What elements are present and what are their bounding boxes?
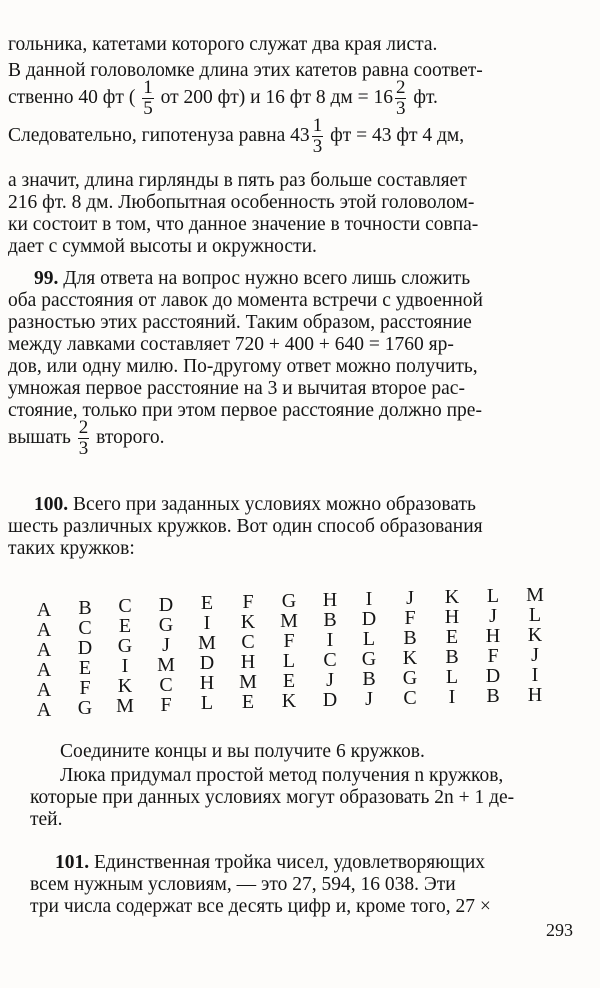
table-letter: J — [326, 669, 334, 691]
table-letter: I — [326, 629, 334, 651]
text-line: таких кружков: — [8, 538, 135, 559]
text-line: Люка придумал простой метод получения n кружков, — [60, 765, 504, 786]
table-letter: C — [323, 649, 337, 671]
table-letter: G — [77, 697, 93, 719]
table-letter: F — [487, 645, 499, 667]
table-letter: A — [36, 599, 52, 621]
table-letter: I — [448, 686, 456, 708]
text-line: гольника, катетами которого служат два края листа. — [8, 34, 438, 55]
table-letter: B — [403, 627, 417, 649]
table-letter: L — [282, 650, 296, 672]
letter-column — [113, 596, 137, 716]
table-letter: J — [162, 634, 170, 656]
letter-column — [32, 600, 56, 720]
letter-column — [154, 595, 178, 715]
table-letter: C — [78, 617, 92, 639]
text-line: оба расстояния от лавок до момента встречи с удвоенной — [8, 290, 483, 311]
table-letter: L — [362, 628, 376, 650]
table-letter: L — [200, 692, 214, 714]
table-letter: H — [527, 684, 543, 706]
table-letter: D — [322, 689, 338, 711]
letter-column — [398, 588, 422, 708]
table-letter: A — [36, 659, 52, 681]
table-letter: K — [402, 647, 418, 669]
table-letter: H — [240, 651, 256, 673]
text-line: В данной головоломке длина этих катетов равна соответ- — [8, 60, 483, 81]
table-letter: M — [280, 610, 298, 632]
text-line: всем нужным условиям, — это 27, 594, 16 038. Эти — [30, 874, 456, 895]
letter-column — [236, 592, 260, 712]
table-letter: H — [199, 672, 215, 694]
table-letter: E — [445, 626, 459, 648]
table-letter: M — [157, 654, 175, 676]
table-letter: J — [531, 644, 539, 666]
table-letter: F — [79, 677, 91, 699]
table-letter: J — [406, 587, 414, 609]
letter-column — [318, 590, 342, 710]
table-letter: G — [281, 590, 297, 612]
table-letter: H — [485, 625, 501, 647]
table-letter: L — [528, 604, 542, 626]
table-letter: G — [117, 635, 133, 657]
table-letter: D — [77, 637, 93, 659]
table-letter: F — [242, 591, 254, 613]
table-letter: C — [159, 674, 173, 696]
text-line: дов, или одну милю. По-другому ответ можно получить, — [8, 356, 478, 377]
text-line: которые при данных условиях могут образовать 2n + 1 де- — [30, 787, 515, 808]
table-letter: A — [36, 619, 52, 641]
letter-column — [73, 598, 97, 718]
table-letter: M — [116, 695, 134, 717]
text-line-with-fractions: Следовательно, гипотенуза равна 43 $\frac{1}{3}$ фт = 43 фт 4 дм, — [8, 115, 465, 157]
text-line: умножая первое расстояние на 3 и вычитая второе рас- — [8, 378, 465, 399]
answer-100-first-line: 100. Всего при заданных условиях можно образовать — [34, 494, 476, 515]
table-letter: E — [118, 615, 132, 637]
answer-99-first-line: 99. Для ответа на вопрос нужно всего лишь сложить — [34, 268, 471, 289]
text-line: тей. — [30, 809, 63, 830]
table-letter: L — [486, 585, 500, 607]
fraction: $\frac{2}{3}$ — [78, 417, 89, 459]
table-letter: K — [117, 675, 133, 697]
letter-column — [523, 585, 547, 705]
text-line: шесть различных кружков. Вот один способ образования — [8, 516, 483, 537]
answer-number: 99. — [34, 268, 59, 289]
page-number: 293 — [546, 920, 573, 940]
table-letter: B — [362, 668, 376, 690]
text-line: стояние, только при этом первое расстояние должно пре- — [8, 400, 482, 421]
text-line: 216 фт. 8 дм. Любопытная особенность этой головолом- — [8, 192, 475, 213]
table-letter: M — [526, 584, 544, 606]
table-letter: B — [445, 646, 459, 668]
answer-101-first-line: 101. Единственная тройка чисел, удовлетворяющих — [55, 852, 486, 873]
table-letter: E — [241, 691, 255, 713]
table-letter: E — [200, 592, 214, 614]
table-letter: F — [404, 607, 416, 629]
text-line: ки состоит в том, что данное значение в точности совпа- — [8, 214, 479, 235]
table-letter: K — [240, 611, 256, 633]
table-letter: K — [281, 690, 297, 712]
fraction: $\frac{1}{3}$ — [312, 115, 323, 157]
table-letter: D — [158, 594, 174, 616]
table-letter: K — [527, 624, 543, 646]
text-line: дает с суммой высоты и окружности. — [8, 236, 317, 257]
table-letter: G — [158, 614, 174, 636]
answer-number: 101. — [55, 852, 90, 873]
table-letter: J — [489, 605, 497, 627]
table-letter: I — [365, 588, 373, 610]
table-letter: F — [283, 630, 295, 652]
letter-column — [481, 586, 505, 706]
table-letter: B — [78, 597, 92, 619]
table-letter: D — [361, 608, 377, 630]
table-letter: H — [322, 589, 338, 611]
table-letter: F — [160, 694, 172, 716]
text-line: разностью этих расстояний. Таким образом, расстояние — [8, 312, 472, 333]
fraction: $\frac{2}{3}$ — [395, 77, 406, 119]
table-letter: D — [485, 665, 501, 687]
table-letter: M — [198, 632, 216, 654]
table-letter: I — [121, 655, 129, 677]
table-letter: H — [444, 606, 460, 628]
text-line: Соедините концы и вы получите 6 кружков. — [60, 741, 425, 762]
table-letter: C — [403, 687, 417, 709]
table-letter: J — [365, 688, 373, 710]
text-line-with-fractions: ственно 40 фт ( $\frac{1}{5}$ от 200 фт) и 16 фт 8 дм = 16 $\frac{2}{3}$ фт. — [8, 77, 438, 119]
table-letter: B — [323, 609, 337, 631]
table-letter: A — [36, 639, 52, 661]
text-line: а значит, длина гирлянды в пять раз больше составляет — [8, 170, 467, 191]
text-line-with-fraction: вышать $\frac{2}{3}$ второго. — [8, 417, 165, 459]
table-letter: K — [444, 586, 460, 608]
letter-column — [277, 591, 301, 711]
answer-number: 100. — [34, 494, 69, 515]
table-letter: A — [36, 699, 52, 721]
text-line: три числа содержат все десять цифр и, кроме того, 27 × — [30, 896, 491, 917]
table-letter: G — [361, 648, 377, 670]
text-line: между лавками составляет 720 + 400 + 640 = 1760 яр- — [8, 334, 454, 355]
table-letter: C — [241, 631, 255, 653]
table-letter: D — [199, 652, 215, 674]
table-letter: E — [78, 657, 92, 679]
table-letter: G — [402, 667, 418, 689]
table-letter: M — [239, 671, 257, 693]
letter-column — [195, 593, 219, 713]
table-letter: L — [445, 666, 459, 688]
table-letter: C — [118, 595, 132, 617]
table-letter: B — [486, 685, 500, 707]
letter-column — [440, 587, 464, 707]
table-letter: A — [36, 679, 52, 701]
table-letter: I — [531, 664, 539, 686]
fraction: $\frac{1}{5}$ — [143, 77, 153, 119]
table-letter: I — [203, 612, 211, 634]
table-letter: E — [282, 670, 296, 692]
letter-column — [357, 589, 381, 709]
